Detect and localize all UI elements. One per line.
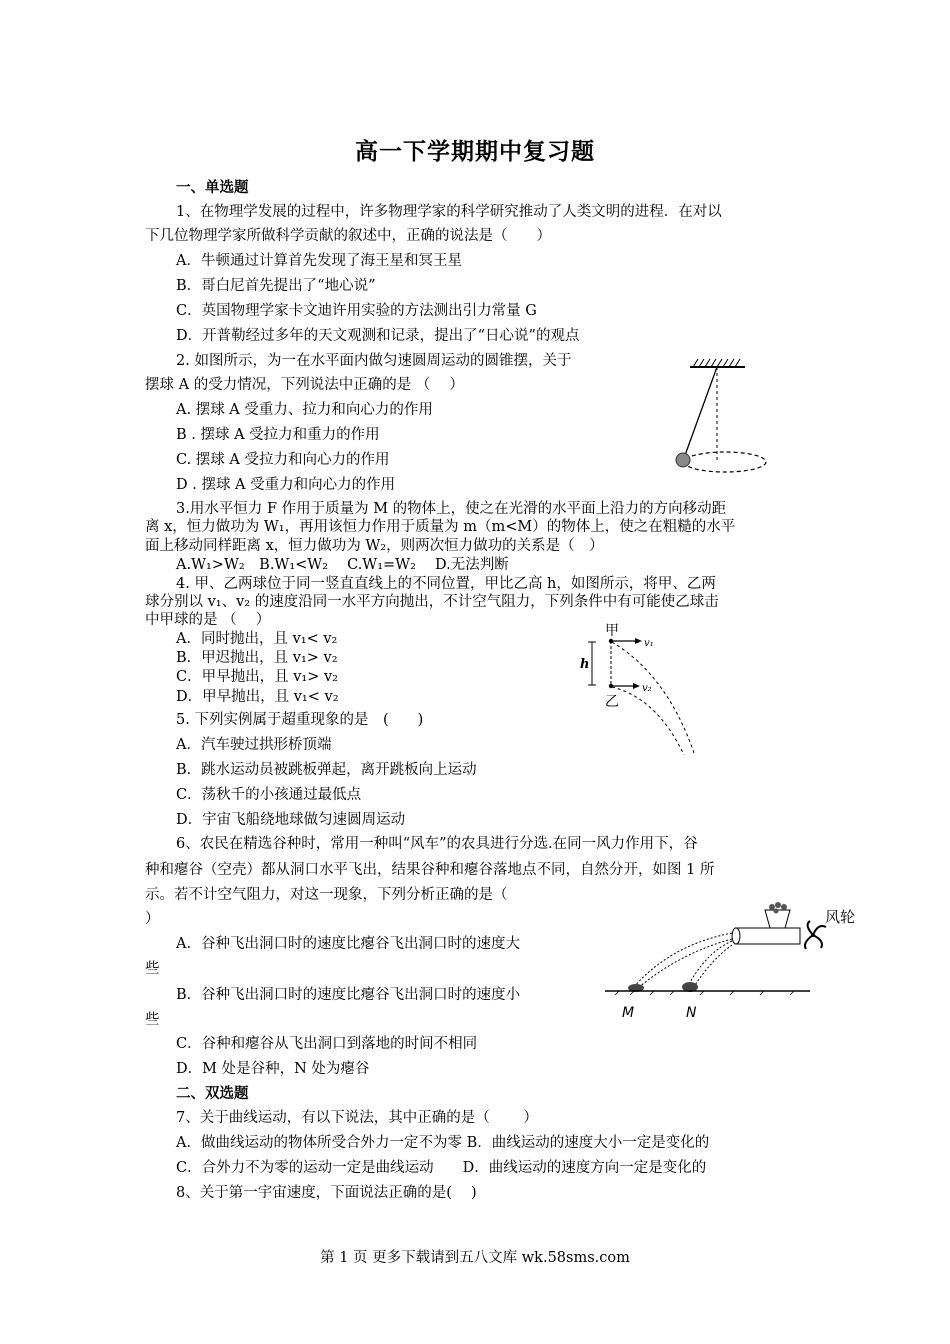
q4-option-a: A．同时抛出，且 v₁< v₂ <box>176 631 338 647</box>
q7-options-cd: C．合外力不为零的运动一定是曲线运动 D．曲线运动的速度方向一定是变化的 <box>176 1160 707 1176</box>
q6-option-d: D．M 处是谷种，N 处为瘪谷 <box>176 1061 370 1077</box>
q3-stem-line3: 面上移动同样距离 x，恒力做功为 W₂，则两次恒力做功的关系是（ ） <box>145 538 604 554</box>
q6-option-b-line1: B．谷种飞出洞口时的速度比瘪谷飞出洞口时的速度小 <box>176 987 521 1003</box>
q3-stem-line2: 离 x，恒力做功为 W₁，再用该恒力作用于质量为 m（m<M）的物体上，使之在粗糙的水平 <box>145 519 736 535</box>
q1-stem-line1: 1、在物理学发展的过程中，许多物理学家的科学研究推动了人类文明的进程．在对以 <box>176 204 722 220</box>
q6-option-b-line2: 些 <box>145 1012 160 1028</box>
q2-stem-line1: 2. 如图所示，为一在水平面内做匀速圆周运动的圆锥摆，关于 <box>176 353 572 369</box>
q1-option-b: B．哥白尼首先提出了“地心说” <box>176 278 376 294</box>
label-yi: 乙 <box>605 694 619 710</box>
q6-option-a-line1: A．谷种飞出洞口时的速度比瘪谷飞出洞口时的速度大 <box>176 936 520 952</box>
q5-option-b: B．跳水运动员被跳板弹起，离开跳板向上运动 <box>176 762 477 778</box>
q5-stem: 5. 下列实例属于超重现象的是 ( ) <box>176 712 424 728</box>
q6-option-c: C．谷种和瘪谷从飞出洞口到落地的时间不相同 <box>176 1036 478 1052</box>
section-heading-double-choice: 二、双选题 <box>176 1085 249 1102</box>
page-title: 高一下学期期中复习题 <box>355 138 595 165</box>
q4-option-c: C．甲早抛出，且 v₁> v₂ <box>176 669 338 685</box>
q6-stem-line2: 种和瘪谷（空壳）都从洞口水平飞出，结果谷种和瘪谷落地点不同，自然分开，如图 1 所 <box>145 862 715 878</box>
q8-stem: 8、关于第一宇宙速度，下面说法正确的是( ) <box>176 1185 477 1201</box>
q1-option-c: C．英国物理学家卡文迪许用实验的方法测出引力常量 G <box>176 303 537 319</box>
q7-options-ab: A．做曲线运动的物体所受合外力一定不为零 B．曲线运动的速度大小一定是变化的 <box>176 1135 710 1151</box>
label-v1: v₁ <box>644 638 654 649</box>
q2-stem-line2: 摆球 A 的受力情况，下列说法中正确的是 （ ） <box>145 377 464 393</box>
q4-option-d: D．甲早抛出，且 v₁< v₂ <box>176 689 339 705</box>
section-heading-single-choice: 一、单选题 <box>176 179 249 196</box>
q4-stem-line3: 中甲球的是 （ ） <box>145 612 271 628</box>
q4-option-b: B．甲迟抛出，且 v₁> v₂ <box>176 650 338 666</box>
q7-stem: 7、关于曲线运动，有以下说法，其中正确的是（ ） <box>176 1110 538 1126</box>
q5-option-d: D．宇宙飞船绕地球做匀速圆周运动 <box>176 812 406 828</box>
q1-option-a: A．牛顿通过计算首先发现了海王星和冥王星 <box>176 253 462 269</box>
q3-stem-line1: 3.用水平恒力 F 作用于质量为 M 的物体上，使之在光滑的水平面上沿力的方向移动距 <box>176 501 727 517</box>
q1-option-d: D．开普勒经过多年的天文观测和记录，提出了“日心说”的观点 <box>176 328 580 344</box>
label-n: N <box>686 1005 697 1021</box>
q6-stem-line1: 6、农民在精选谷种时，常用一种叫“风车”的农具进行分选.在同一风力作用下，谷 <box>176 836 698 852</box>
page-footer: 第 1 页 更多下载请到五八文库 wk.58sms.com <box>320 1250 630 1266</box>
conical-pendulum-figure <box>665 355 780 480</box>
label-wind-wheel: 风轮 <box>825 908 856 926</box>
label-jia: 甲 <box>605 623 619 639</box>
label-h: h <box>580 657 590 672</box>
q6-stem-line3: 示。若不计空气阻力，对这一现象，下列分析正确的是（ <box>145 887 508 903</box>
q2-option-d: D . 摆球 A 受重力和向心力的作用 <box>176 477 396 493</box>
q6-option-a-line2: 些 <box>145 961 160 977</box>
q1-stem-line2: 下几位物理学家所做科学贡献的叙述中，正确的说法是（ ） <box>145 228 551 244</box>
q4-stem-line2: 球分别以 v₁、v₂ 的速度沿同一水平方向抛出，不计空气阻力，下列条件中有可能使乙球击 <box>145 594 719 610</box>
winnower-figure <box>600 895 870 1030</box>
q6-stem-line4: ） <box>145 911 160 927</box>
q2-option-c: C. 摆球 A 受拉力和向心力的作用 <box>176 452 390 468</box>
projectile-figure <box>572 620 702 760</box>
q2-option-b: B . 摆球 A 受拉力和重力的作用 <box>176 427 380 443</box>
q2-option-a: A. 摆球 A 受重力、拉力和向心力的作用 <box>176 402 433 418</box>
q5-option-c: C．荡秋千的小孩通过最低点 <box>176 787 362 803</box>
q4-stem-line1: 4. 甲、乙两球位于同一竖直直线上的不同位置，甲比乙高 h，如图所示，将甲、乙两 <box>176 576 716 592</box>
q5-option-a: A．汽车驶过拱形桥顶端 <box>176 737 332 753</box>
label-v2: v₂ <box>642 683 652 694</box>
q3-options: A.W₁>W₂ B.W₁<W₂ C.W₁=W₂ D.无法判断 <box>176 557 509 573</box>
label-m: M <box>622 1005 635 1021</box>
